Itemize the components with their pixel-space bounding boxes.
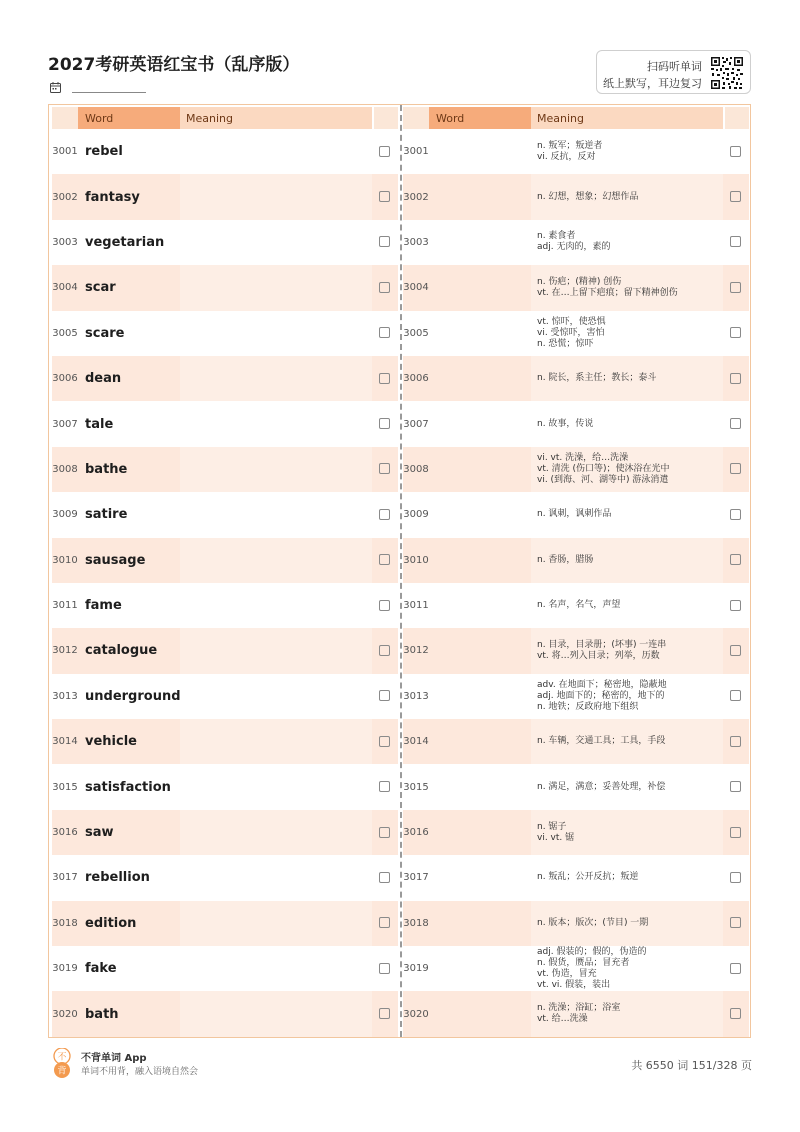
entry-number: 3002 (403, 191, 429, 203)
right-panel (403, 107, 749, 1037)
entry-number: 3001 (52, 146, 78, 158)
meaning-blank-cell (180, 447, 372, 492)
entry-word: vegetarian (85, 234, 165, 250)
entry-meaning (537, 764, 723, 809)
entry-word: fantasy (85, 189, 140, 205)
word-row (52, 855, 398, 900)
entry-number: 3018 (403, 917, 429, 929)
checkbox-icon[interactable] (730, 327, 741, 338)
meaning-row (403, 401, 749, 446)
checkbox-icon[interactable] (379, 191, 390, 202)
entry-number: 3004 (403, 282, 429, 294)
meaning-row (403, 855, 749, 900)
meaning-line: n. 故事，传说 (537, 418, 594, 429)
meaning-row (403, 946, 749, 991)
entry-meaning (537, 719, 723, 764)
entry-meaning (537, 129, 723, 174)
app-logo-icon (52, 1048, 72, 1078)
meaning-blank-cell (180, 492, 372, 537)
entry-word: bathe (85, 461, 128, 477)
date-field (50, 80, 150, 96)
left-rows (52, 129, 398, 1037)
qr-code-icon[interactable] (710, 56, 744, 90)
fold-divider (400, 105, 402, 1037)
checkbox-icon[interactable] (379, 736, 390, 747)
checkbox-icon[interactable] (379, 327, 390, 338)
checkbox-icon[interactable] (730, 600, 741, 611)
entry-meaning (537, 356, 723, 401)
meaning-blank-cell (180, 810, 372, 855)
meaning-row (403, 492, 749, 537)
meaning-line: n. 地铁；反政府地下组织 (537, 701, 639, 712)
meaning-line: n. 版本；版次；(节目) 一期 (537, 917, 649, 928)
entry-meaning (537, 946, 723, 991)
checkbox-icon[interactable] (379, 645, 390, 656)
entry-word: satisfaction (85, 779, 171, 795)
checkbox-icon[interactable] (730, 236, 741, 247)
entry-meaning (537, 810, 723, 855)
entry-word: bath (85, 1006, 119, 1022)
word-row (52, 991, 398, 1036)
meaning-line: vt. vi. 假装，装出 (537, 979, 611, 990)
checkbox-icon[interactable] (730, 146, 741, 157)
header-num-cell (403, 107, 429, 129)
entry-number: 3008 (403, 463, 429, 475)
entry-word: sausage (85, 552, 146, 568)
meaning-row (403, 628, 749, 673)
meaning-row (403, 356, 749, 401)
checkbox-icon[interactable] (379, 963, 390, 974)
entry-meaning (537, 174, 723, 219)
meaning-line: vt. 给…洗澡 (537, 1014, 588, 1025)
meaning-line: vt. 将…列入目录；列举，历数 (537, 650, 660, 661)
meaning-blank-cell (180, 538, 372, 583)
entry-word: fake (85, 961, 117, 977)
checkbox-icon[interactable] (730, 736, 741, 747)
entry-number: 3011 (403, 600, 429, 612)
entry-number: 3005 (403, 327, 429, 339)
entry-word: saw (85, 825, 114, 841)
entry-number: 3013 (52, 690, 78, 702)
checkbox-icon[interactable] (379, 146, 390, 157)
entry-meaning (537, 311, 723, 356)
entry-meaning (537, 855, 723, 900)
word-row (52, 265, 398, 310)
app-logo-char-2: 背 (57, 1066, 67, 1077)
meaning-blank-cell (180, 719, 372, 764)
meaning-line: n. 名声，名气，声望 (537, 600, 621, 611)
meaning-blank-cell (180, 583, 372, 628)
qr-caption-scan: 扫码听单词 (647, 60, 702, 73)
checkbox-icon[interactable] (379, 917, 390, 928)
entry-number: 3003 (403, 236, 429, 248)
checkbox-icon[interactable] (730, 418, 741, 429)
checkbox-icon[interactable] (730, 509, 741, 520)
entry-word: dean (85, 371, 122, 387)
right-header-row (403, 107, 749, 129)
meaning-line: n. 洗澡；浴缸；浴室 (537, 1003, 621, 1014)
page-info: 共 6550 词 151/328 页 (631, 1059, 752, 1072)
entry-meaning (537, 538, 723, 583)
meaning-line: vt. 清洗 (伤口等)；使沐浴在光中 (537, 463, 670, 474)
entry-number: 3002 (52, 191, 78, 203)
entry-word: scare (85, 325, 125, 341)
word-row (52, 674, 398, 719)
entry-number: 3012 (403, 645, 429, 657)
checkbox-icon[interactable] (730, 463, 741, 474)
meaning-line: vi. vt. 锯 (537, 832, 575, 843)
header-meaning: Meaning (531, 107, 723, 129)
left-header-row (52, 107, 398, 129)
header-num-cell (52, 107, 78, 129)
word-row (52, 447, 398, 492)
word-row (52, 538, 398, 583)
word-row (52, 583, 398, 628)
entry-word: fame (85, 598, 122, 614)
entry-word: satire (85, 507, 128, 523)
entry-number: 3014 (52, 736, 78, 748)
meaning-row (403, 220, 749, 265)
entry-word: rebel (85, 144, 123, 160)
word-row (52, 311, 398, 356)
qr-box[interactable] (596, 50, 751, 94)
header-check-cell (725, 107, 749, 129)
checkbox-icon[interactable] (730, 191, 741, 202)
word-row (52, 129, 398, 174)
entry-number: 3008 (52, 463, 78, 475)
meaning-line: n. 目录，目录册；(坏事) 一连串 (537, 639, 667, 650)
entry-number: 3014 (403, 736, 429, 748)
entry-number: 3010 (403, 554, 429, 566)
entry-number: 3017 (403, 872, 429, 884)
meaning-line: n. 讽刺，讽刺作品 (537, 509, 612, 520)
checkbox-icon[interactable] (730, 1008, 741, 1019)
word-row (52, 356, 398, 401)
entry-number: 3015 (403, 781, 429, 793)
meaning-row (403, 901, 749, 946)
meaning-line: n. 锯子 (537, 821, 567, 832)
meaning-line: vt. 伪造，冒充 (537, 968, 597, 979)
word-row (52, 719, 398, 764)
meaning-row (403, 311, 749, 356)
meaning-line: adj. 地面下的；秘密的，地下的 (537, 690, 665, 701)
checkbox-icon[interactable] (730, 690, 741, 701)
checkbox-icon[interactable] (379, 373, 390, 384)
entry-number: 3020 (52, 1008, 78, 1020)
entry-number: 3011 (52, 600, 78, 612)
word-row (52, 492, 398, 537)
dictation-sheet (48, 104, 751, 1038)
meaning-line: n. 幻想，想象；幻想作品 (537, 191, 639, 202)
meaning-line: vi. 受惊吓，害怕 (537, 327, 605, 338)
word-row (52, 628, 398, 673)
entry-number: 3016 (52, 827, 78, 839)
checkbox-icon[interactable] (730, 282, 741, 293)
checkbox-icon[interactable] (379, 690, 390, 701)
meaning-line: vi. vt. 洗澡，给…洗澡 (537, 452, 629, 463)
checkbox-icon[interactable] (730, 554, 741, 565)
meaning-row (403, 991, 749, 1036)
entry-number: 3019 (403, 963, 429, 975)
meaning-blank-cell (180, 855, 372, 900)
entry-word: underground (85, 688, 181, 704)
meaning-blank-cell (180, 356, 372, 401)
meaning-blank-cell (180, 946, 372, 991)
checkbox-icon[interactable] (379, 418, 390, 429)
entry-meaning (537, 265, 723, 310)
entry-number: 3009 (52, 509, 78, 521)
checkbox-icon[interactable] (730, 781, 741, 792)
checkbox-icon[interactable] (379, 463, 390, 474)
word-row (52, 901, 398, 946)
header-word: Word (78, 107, 180, 129)
checkbox-icon[interactable] (379, 781, 390, 792)
meaning-line: vt. 惊吓，使恐惧 (537, 316, 606, 327)
meaning-line: n. 叛乱；公开反抗；叛逆 (537, 872, 639, 883)
entry-number: 3006 (52, 373, 78, 385)
checkbox-icon[interactable] (730, 827, 741, 838)
entry-word: tale (85, 416, 114, 432)
word-row (52, 401, 398, 446)
entry-number: 3017 (52, 872, 78, 884)
meaning-blank-cell (180, 129, 372, 174)
entry-meaning (537, 220, 723, 265)
checkbox-icon[interactable] (730, 963, 741, 974)
meaning-line: adv. 在地面下；秘密地，隐蔽地 (537, 679, 667, 690)
entry-meaning (537, 401, 723, 446)
checkbox-icon[interactable] (379, 827, 390, 838)
header-meaning: Meaning (180, 107, 372, 129)
entry-meaning (537, 492, 723, 537)
entry-meaning (537, 583, 723, 628)
meaning-line: vi. (到海、河、湖等中) 游泳消遣 (537, 474, 669, 485)
meaning-line: vi. 反抗，反对 (537, 151, 596, 162)
entry-meaning (537, 628, 723, 673)
meaning-line: n. 伤疤；(精神) 创伤 (537, 276, 622, 287)
meaning-row (403, 265, 749, 310)
calendar-icon (50, 82, 61, 93)
meaning-line: n. 香肠，腊肠 (537, 554, 594, 565)
entry-word: scar (85, 280, 116, 296)
entry-number: 3006 (403, 373, 429, 385)
entry-meaning (537, 901, 723, 946)
meaning-line: n. 叛军；叛逆者 (537, 140, 603, 151)
entry-number: 3007 (403, 418, 429, 430)
meaning-line: n. 车辆，交通工具；工具，手段 (537, 736, 666, 747)
meaning-row (403, 538, 749, 583)
meaning-line: n. 假货，赝品；冒充者 (537, 957, 630, 968)
entry-word: edition (85, 915, 137, 931)
meaning-row (403, 674, 749, 719)
checkbox-icon[interactable] (730, 373, 741, 384)
entry-number: 3005 (52, 327, 78, 339)
entry-number: 3004 (52, 282, 78, 294)
entry-number: 3018 (52, 917, 78, 929)
entry-number: 3003 (52, 236, 78, 248)
meaning-line: adj. 无肉的，素的 (537, 242, 611, 253)
entry-number: 3009 (403, 509, 429, 521)
meaning-line: n. 满足，满意；妥善处理，补偿 (537, 781, 666, 792)
entry-number: 3001 (403, 146, 429, 158)
entry-number: 3010 (52, 554, 78, 566)
word-row (52, 810, 398, 855)
meaning-blank-cell (180, 991, 372, 1036)
entry-meaning (537, 674, 723, 719)
header-word: Word (429, 107, 531, 129)
checkbox-icon[interactable] (379, 554, 390, 565)
meaning-row (403, 764, 749, 809)
page-title: 2027考研英语红宝书（乱序版） (48, 55, 300, 75)
meaning-blank-cell (180, 674, 372, 719)
meaning-line: vt. 在…上留下疤痕；留下精神创伤 (537, 287, 678, 298)
qr-caption-review: 纸上默写，耳边复习 (603, 77, 702, 90)
meaning-line: n. 素食者 (537, 231, 576, 242)
entry-number: 3016 (403, 827, 429, 839)
meaning-row (403, 810, 749, 855)
checkbox-icon[interactable] (379, 509, 390, 520)
checkbox-icon[interactable] (379, 282, 390, 293)
app-logo-char-1: 不 (57, 1052, 67, 1063)
meaning-row (403, 174, 749, 219)
header-check-cell (374, 107, 398, 129)
checkbox-icon[interactable] (379, 872, 390, 883)
checkbox-icon[interactable] (730, 645, 741, 656)
entry-number: 3019 (52, 963, 78, 975)
meaning-blank-cell (180, 628, 372, 673)
meaning-blank-cell (180, 764, 372, 809)
checkbox-icon[interactable] (730, 872, 741, 883)
entry-word: rebellion (85, 870, 150, 886)
meaning-blank-cell (180, 401, 372, 446)
entry-word: vehicle (85, 734, 137, 750)
meaning-line: n. 恐慌；惊吓 (537, 338, 594, 349)
meaning-blank-cell (180, 265, 372, 310)
checkbox-icon[interactable] (379, 236, 390, 247)
meaning-blank-cell (180, 220, 372, 265)
meaning-row (403, 583, 749, 628)
entry-word: catalogue (85, 643, 158, 659)
app-name: 不背单词 App (81, 1053, 147, 1064)
checkbox-icon[interactable] (379, 600, 390, 611)
meaning-line: adj. 假装的；假的，伪造的 (537, 946, 647, 957)
meaning-blank-cell (180, 311, 372, 356)
word-row (52, 220, 398, 265)
entry-meaning (537, 447, 723, 492)
entry-meaning (537, 991, 723, 1036)
meaning-row (403, 719, 749, 764)
word-row (52, 764, 398, 809)
meaning-line: n. 院长，系主任；教长；泰斗 (537, 373, 657, 384)
entry-number: 3015 (52, 781, 78, 793)
meaning-blank-cell (180, 174, 372, 219)
meaning-row (403, 129, 749, 174)
checkbox-icon[interactable] (379, 1008, 390, 1019)
date-blank-line (72, 92, 146, 93)
entry-number: 3012 (52, 645, 78, 657)
checkbox-icon[interactable] (730, 917, 741, 928)
entry-number: 3013 (403, 690, 429, 702)
meaning-row (403, 447, 749, 492)
entry-number: 3007 (52, 418, 78, 430)
meaning-blank-cell (180, 901, 372, 946)
left-panel (52, 107, 398, 1037)
app-slogan: 单词不用背，融入语境自然会 (81, 1067, 199, 1077)
word-row (52, 946, 398, 991)
right-rows (403, 129, 749, 1037)
entry-number: 3020 (403, 1008, 429, 1020)
word-row (52, 174, 398, 219)
